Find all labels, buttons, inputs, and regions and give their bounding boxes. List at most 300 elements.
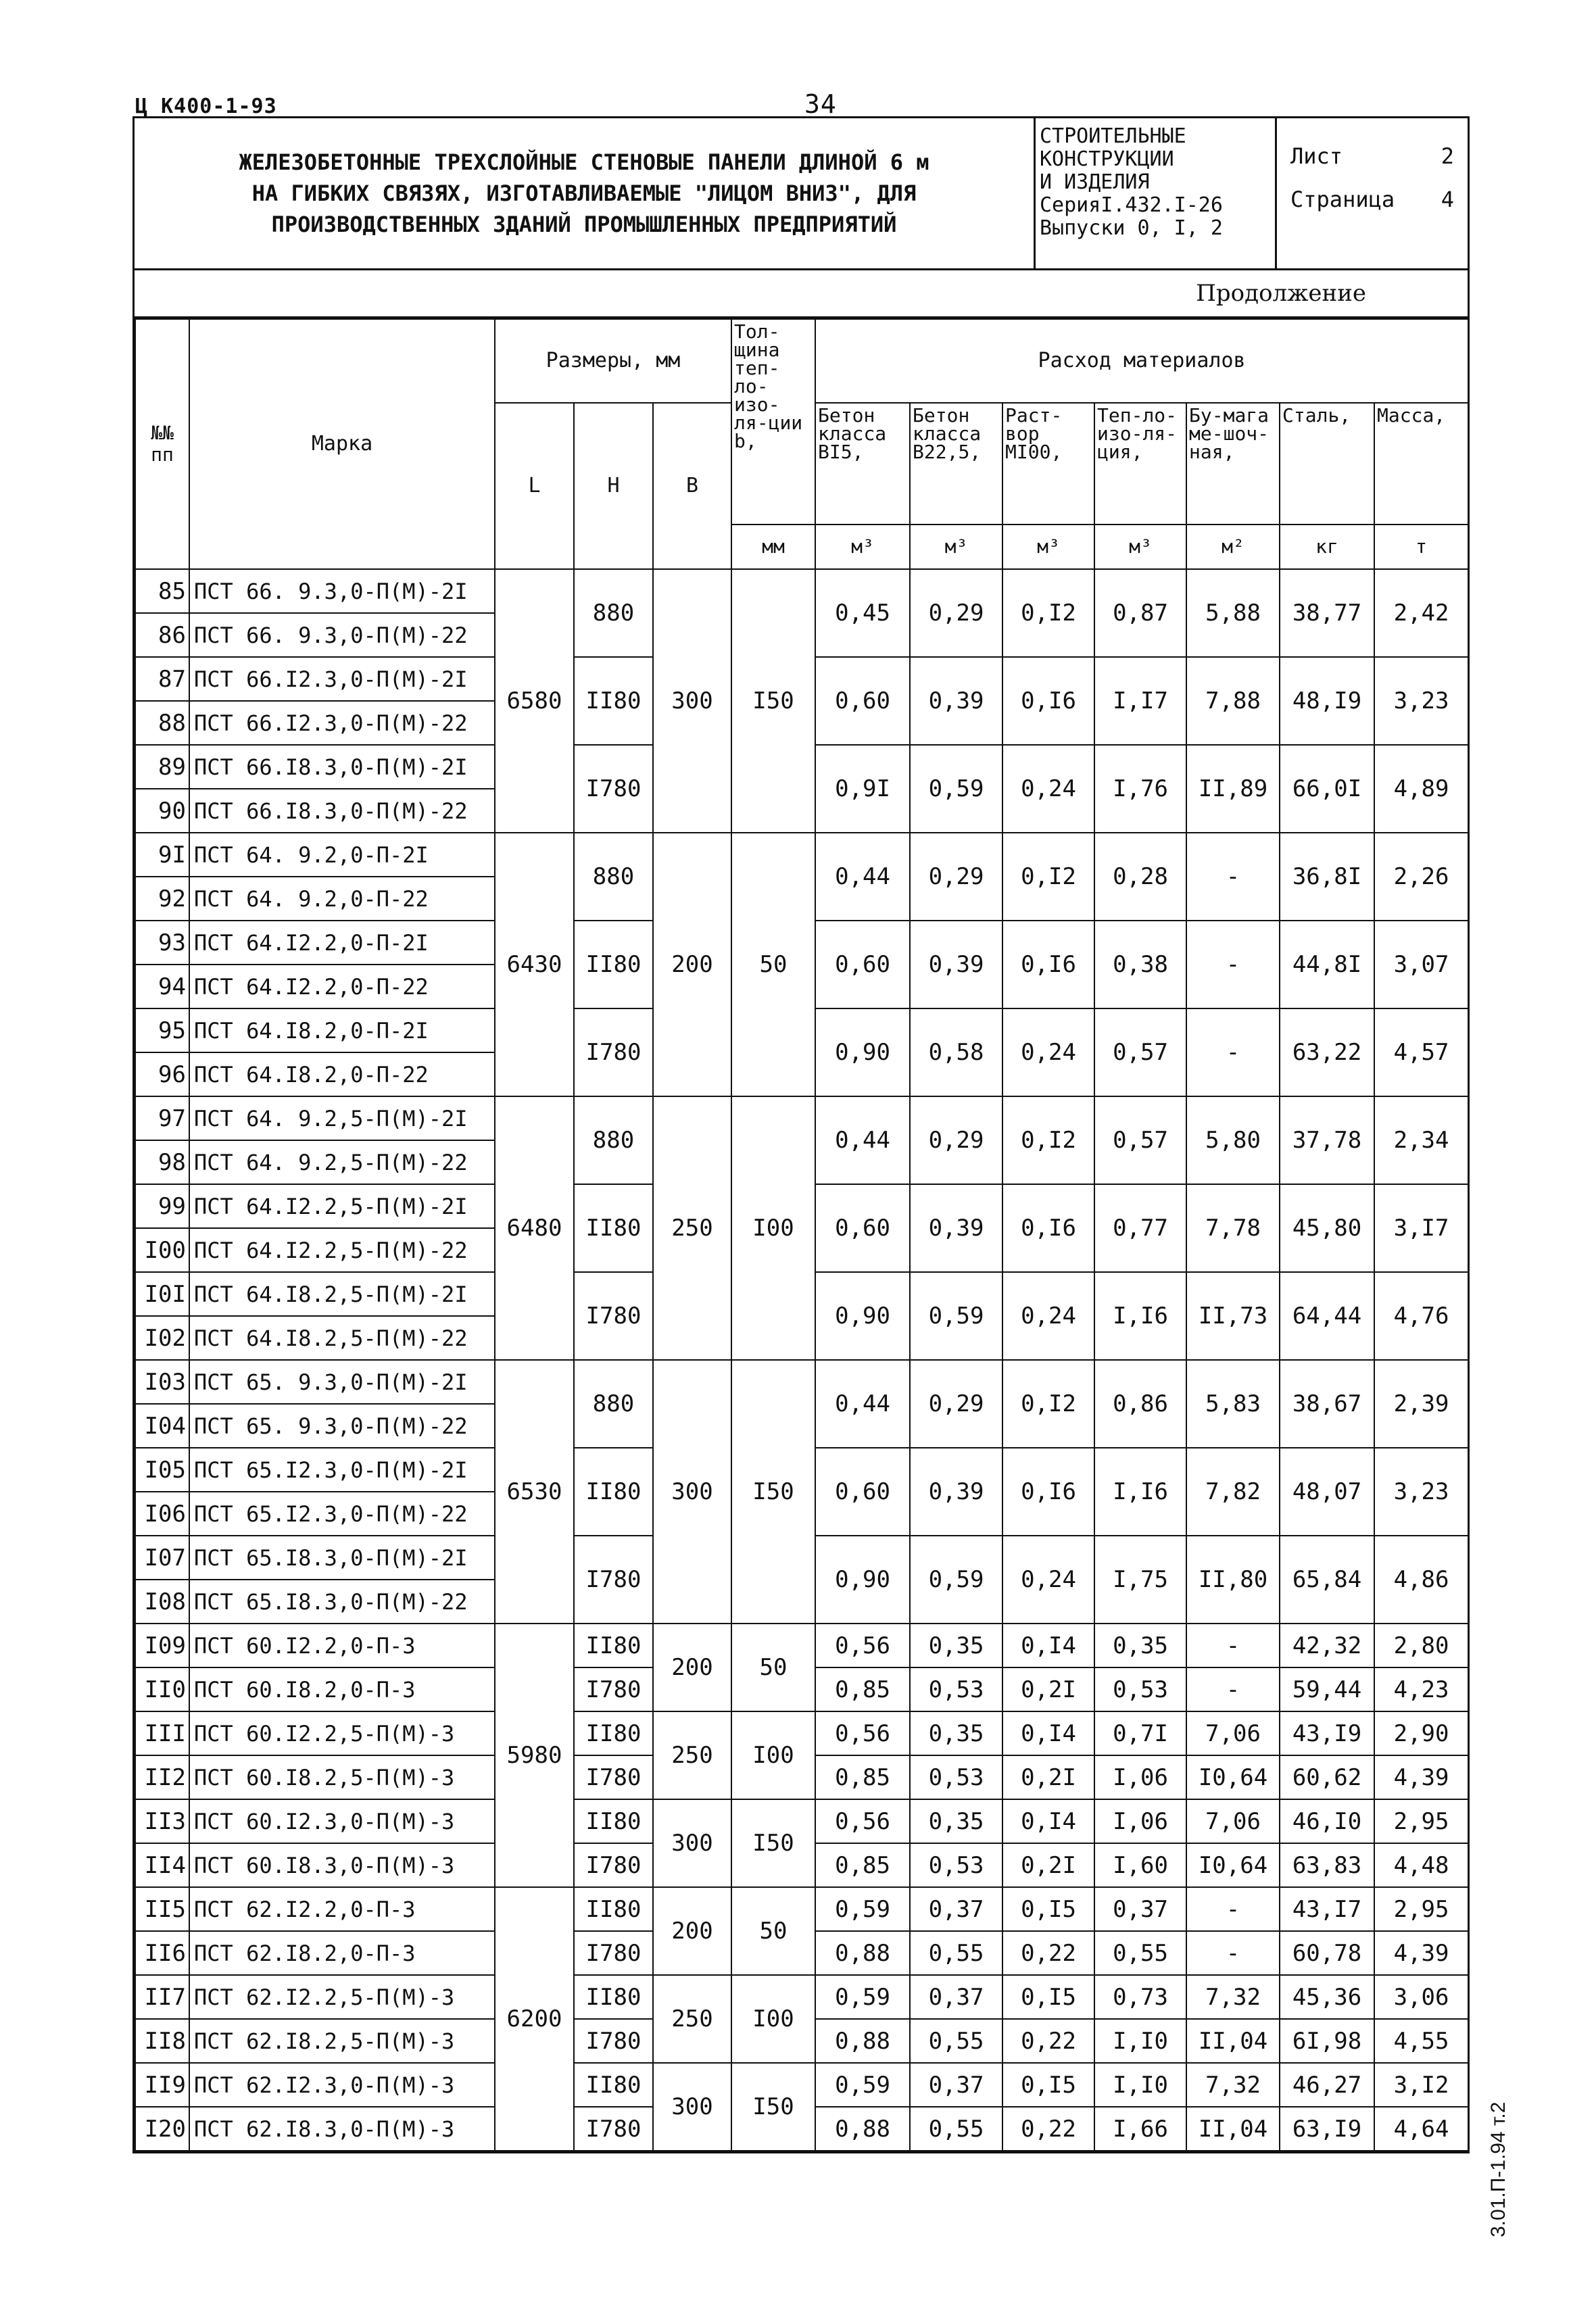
table-row [135, 2063, 1468, 2107]
cell-insulation-thickness: 50 [731, 1887, 815, 1975]
cell-length-L: 5980 [495, 1624, 574, 1887]
cell-paper: 5,83 [1186, 1360, 1280, 1448]
col-steel-header: Сталь, [1280, 403, 1374, 525]
cell-concrete-b225: 0,35 [910, 1624, 1002, 1667]
cell-mortar: 0,22 [1002, 1931, 1094, 1975]
series-block [1034, 118, 1277, 268]
title-line: НА ГИБКИХ СВЯЗЯХ, ИЗГОТАВЛИВАЕМЫЕ "ЛИЦОМ ВНИЗ", ДЛЯ [251, 180, 917, 206]
cell-thermal-insulation: 0,57 [1094, 1008, 1186, 1096]
unit-m2: м² [1186, 525, 1280, 569]
cell-length-L: 6430 [495, 833, 574, 1096]
cell-mass: 2,95 [1374, 1799, 1468, 1843]
cell-mass: 4,23 [1374, 1667, 1468, 1711]
row-mark: ПСТ 60.I8.2,0-П-3 [189, 1667, 495, 1711]
cell-width-B: 300 [653, 569, 731, 833]
row-mark: ПСТ 66. 9.3,0-П(М)-2I [189, 569, 495, 613]
cell-mass: 3,06 [1374, 1975, 1468, 2019]
cell-thermal-insulation: 0,87 [1094, 569, 1186, 657]
cell-mortar: 0,I6 [1002, 657, 1094, 745]
cell-thermal-insulation: I,I6 [1094, 1272, 1186, 1360]
cell-height-H: 880 [574, 833, 653, 921]
row-number: I08 [135, 1580, 189, 1624]
row-number: II9 [135, 2063, 189, 2107]
cell-paper: - [1186, 1931, 1280, 1975]
materials-table [135, 318, 1469, 2151]
cell-height-H: II80 [574, 1448, 653, 1536]
cell-mortar: 0,24 [1002, 1536, 1094, 1624]
cell-paper: 7,06 [1186, 1711, 1280, 1755]
cell-insulation-thickness: I50 [731, 2063, 815, 2151]
col-insulation-thickness-header: Тол-щина теп-ло-изо-ля-ции b, [731, 319, 815, 525]
col-B-header: B [653, 403, 731, 569]
row-mark: ПСТ 60.I8.3,0-П(М)-3 [189, 1843, 495, 1887]
row-number: 9I [135, 833, 189, 877]
cell-concrete-b15: 0,60 [815, 921, 910, 1008]
cell-concrete-b225: 0,55 [910, 2019, 1002, 2063]
col-materials-header: Расход материалов [815, 319, 1468, 403]
cell-concrete-b225: 0,29 [910, 569, 1002, 657]
cell-length-L: 6480 [495, 1096, 574, 1360]
cell-steel: 63,22 [1280, 1008, 1374, 1096]
row-mark: ПСТ 66.I8.3,0-П(М)-2I [189, 745, 495, 789]
cell-concrete-b225: 0,39 [910, 1184, 1002, 1272]
cell-thermal-insulation: 0,37 [1094, 1887, 1186, 1931]
cell-concrete-b15: 0,60 [815, 657, 910, 745]
cell-thermal-insulation: I,60 [1094, 1843, 1186, 1887]
row-mark: ПСТ 64.I2.2,5-П(М)-22 [189, 1228, 495, 1272]
cell-concrete-b15: 0,60 [815, 1184, 910, 1272]
table-row [135, 569, 1468, 613]
cell-height-H: I780 [574, 2107, 653, 2151]
cell-paper: 7,78 [1186, 1184, 1280, 1272]
cell-steel: 45,80 [1280, 1184, 1374, 1272]
table-row [135, 833, 1468, 877]
cell-steel: 60,78 [1280, 1931, 1374, 1975]
cell-paper: 7,88 [1186, 657, 1280, 745]
cell-width-B: 250 [653, 1096, 731, 1360]
cell-concrete-b15: 0,56 [815, 1711, 910, 1755]
cell-width-B: 200 [653, 833, 731, 1096]
cell-height-H: I780 [574, 1931, 653, 1975]
row-mark: ПСТ 62.I2.2,0-П-3 [189, 1887, 495, 1931]
cell-width-B: 200 [653, 1887, 731, 1975]
sheet-label: Лист [1290, 143, 1343, 169]
row-number: I06 [135, 1492, 189, 1536]
cell-mortar: 0,I2 [1002, 1096, 1094, 1184]
cell-mortar: 0,22 [1002, 2019, 1094, 2063]
row-mark: ПСТ 64. 9.2,0-П-2I [189, 833, 495, 877]
title-line: ПРОИЗВОДСТВЕННЫХ ЗДАНИЙ ПРОМЫШЛЕННЫХ ПРЕДПРИЯТИЙ [271, 212, 897, 237]
series-line: Выпуски 0, I, 2 [1040, 216, 1223, 240]
cell-concrete-b15: 0,88 [815, 2019, 910, 2063]
row-number: II3 [135, 1799, 189, 1843]
cell-steel: 44,8I [1280, 921, 1374, 1008]
cell-paper: - [1186, 921, 1280, 1008]
cell-mortar: 0,I2 [1002, 833, 1094, 921]
cell-thermal-insulation: 0,28 [1094, 833, 1186, 921]
row-mark: ПСТ 65.I8.3,0-П(М)-2I [189, 1536, 495, 1580]
row-number: 94 [135, 965, 189, 1008]
row-mark: ПСТ 66.I2.3,0-П(М)-2I [189, 657, 495, 701]
cell-steel: 46,I0 [1280, 1799, 1374, 1843]
row-mark: ПСТ 62.I8.2,0-П-3 [189, 1931, 495, 1975]
cell-width-B: 200 [653, 1624, 731, 1711]
unit-t: т [1374, 525, 1468, 569]
cell-insulation-thickness: 50 [731, 1624, 815, 1711]
unit-m3: м³ [1002, 525, 1094, 569]
document-frame [132, 116, 1470, 2153]
cell-steel: 48,I9 [1280, 657, 1374, 745]
row-number: II0 [135, 1667, 189, 1711]
cell-thermal-insulation: 0,38 [1094, 921, 1186, 1008]
cell-width-B: 250 [653, 1975, 731, 2063]
unit-m3: м³ [910, 525, 1002, 569]
cell-steel: 60,62 [1280, 1755, 1374, 1799]
cell-length-L: 6530 [495, 1360, 574, 1624]
cell-mortar: 0,I6 [1002, 1448, 1094, 1536]
cell-height-H: 880 [574, 1360, 653, 1448]
row-number: II8 [135, 2019, 189, 2063]
cell-concrete-b15: 0,90 [815, 1536, 910, 1624]
cell-height-H: 880 [574, 569, 653, 657]
cell-height-H: I780 [574, 1667, 653, 1711]
cell-height-H: II80 [574, 657, 653, 745]
cell-concrete-b15: 0,44 [815, 1360, 910, 1448]
cell-height-H: I780 [574, 1272, 653, 1360]
row-mark: ПСТ 64.I8.2,5-П(М)-22 [189, 1316, 495, 1360]
cell-concrete-b225: 0,53 [910, 1755, 1002, 1799]
cell-mortar: 0,I4 [1002, 1711, 1094, 1755]
cell-paper: - [1186, 1667, 1280, 1711]
row-number: 90 [135, 789, 189, 833]
cell-concrete-b15: 0,44 [815, 1096, 910, 1184]
cell-height-H: I780 [574, 1536, 653, 1624]
cell-concrete-b225: 0,39 [910, 1448, 1002, 1536]
cell-concrete-b225: 0,35 [910, 1711, 1002, 1755]
cell-concrete-b225: 0,53 [910, 1667, 1002, 1711]
cell-mass: 4,55 [1374, 2019, 1468, 2063]
cell-mortar: 0,I5 [1002, 2063, 1094, 2107]
cell-concrete-b15: 0,88 [815, 1931, 910, 1975]
cell-concrete-b15: 0,88 [815, 2107, 910, 2151]
cell-mass: 2,95 [1374, 1887, 1468, 1931]
cell-thermal-insulation: 0,55 [1094, 1931, 1186, 1975]
cell-steel: 46,27 [1280, 2063, 1374, 2107]
cell-thermal-insulation: I,76 [1094, 745, 1186, 833]
cell-paper: 7,06 [1186, 1799, 1280, 1843]
row-number: I04 [135, 1404, 189, 1448]
cell-paper: - [1186, 1624, 1280, 1667]
col-mass-header: Масса, [1374, 403, 1468, 525]
cell-height-H: II80 [574, 1184, 653, 1272]
cell-paper: 7,32 [1186, 1975, 1280, 2019]
cell-thermal-insulation: 0,86 [1094, 1360, 1186, 1448]
cell-height-H: II80 [574, 2063, 653, 2107]
cell-concrete-b225: 0,35 [910, 1799, 1002, 1843]
page-number: 34 [804, 89, 837, 119]
row-number: I0I [135, 1272, 189, 1316]
title-block [135, 118, 1468, 270]
cell-mass: 2,39 [1374, 1360, 1468, 1448]
row-number: I20 [135, 2107, 189, 2151]
cell-thermal-insulation: I,I7 [1094, 657, 1186, 745]
series-line: И ИЗДЕЛИЯ [1040, 170, 1150, 194]
cell-insulation-thickness: I50 [731, 1360, 815, 1624]
row-number: 98 [135, 1140, 189, 1184]
document-code: Ц К400-1-93 [135, 95, 277, 118]
cell-concrete-b15: 0,59 [815, 1887, 910, 1931]
cell-mass: 2,34 [1374, 1096, 1468, 1184]
table-row [135, 1624, 1468, 1667]
cell-paper: II,04 [1186, 2107, 1280, 2151]
cell-steel: 45,36 [1280, 1975, 1374, 2019]
row-mark: ПСТ 66. 9.3,0-П(М)-22 [189, 613, 495, 657]
cell-thermal-insulation: I,06 [1094, 1799, 1186, 1843]
cell-thermal-insulation: I,I0 [1094, 2019, 1186, 2063]
cell-insulation-thickness: I50 [731, 1799, 815, 1887]
cell-mortar: 0,24 [1002, 1272, 1094, 1360]
row-mark: ПСТ 64.I8.2,0-П-2I [189, 1008, 495, 1052]
cell-mass: 3,I7 [1374, 1184, 1468, 1272]
row-mark: ПСТ 62.I8.2,5-П(М)-3 [189, 2019, 495, 2063]
cell-paper: II,89 [1186, 745, 1280, 833]
cell-thermal-insulation: 0,7I [1094, 1711, 1186, 1755]
cell-concrete-b225: 0,29 [910, 1096, 1002, 1184]
cell-paper: II,04 [1186, 2019, 1280, 2063]
cell-concrete-b225: 0,39 [910, 657, 1002, 745]
cell-mortar: 0,24 [1002, 1008, 1094, 1096]
cell-mortar: 0,2I [1002, 1755, 1094, 1799]
cell-paper: II,80 [1186, 1536, 1280, 1624]
cell-paper: - [1186, 1008, 1280, 1096]
row-number: 92 [135, 877, 189, 921]
cell-length-L: 6580 [495, 569, 574, 833]
cell-concrete-b15: 0,85 [815, 1843, 910, 1887]
cell-concrete-b225: 0,55 [910, 2107, 1002, 2151]
cell-steel: 38,77 [1280, 569, 1374, 657]
cell-paper: - [1186, 1887, 1280, 1931]
cell-thermal-insulation: 0,35 [1094, 1624, 1186, 1667]
cell-thermal-insulation: 0,77 [1094, 1184, 1186, 1272]
table-row [135, 1887, 1468, 1931]
cell-steel: 6I,98 [1280, 2019, 1374, 2063]
cell-mass: 4,89 [1374, 745, 1468, 833]
cell-height-H: I780 [574, 2019, 653, 2063]
row-mark: ПСТ 64. 9.2,0-П-22 [189, 877, 495, 921]
col-paper-header: Бу-мага ме-шоч-ная, [1186, 403, 1280, 525]
row-number: II7 [135, 1975, 189, 2019]
cell-concrete-b225: 0,37 [910, 1887, 1002, 1931]
cell-concrete-b15: 0,45 [815, 569, 910, 657]
table-row [135, 1096, 1468, 1140]
row-mark: ПСТ 65. 9.3,0-П(М)-22 [189, 1404, 495, 1448]
cell-mass: 4,48 [1374, 1843, 1468, 1887]
cell-thermal-insulation: 0,53 [1094, 1667, 1186, 1711]
row-mark: ПСТ 64.I2.2,0-П-22 [189, 965, 495, 1008]
cell-concrete-b15: 0,59 [815, 2063, 910, 2107]
cell-mass: 4,57 [1374, 1008, 1468, 1096]
cell-mass: 3,07 [1374, 921, 1468, 1008]
cell-mortar: 0,2I [1002, 1667, 1094, 1711]
cell-paper: I0,64 [1186, 1755, 1280, 1799]
cell-concrete-b15: 0,85 [815, 1755, 910, 1799]
row-number: 87 [135, 657, 189, 701]
cell-insulation-thickness: I50 [731, 569, 815, 833]
cell-concrete-b15: 0,90 [815, 1008, 910, 1096]
continuation-label: Продолжение [135, 270, 1468, 318]
title-line: ЖЕЛЕЗОБЕТОННЫЕ ТРЕХСЛОЙНЫЕ СТЕНОВЫЕ ПАНЕЛИ ДЛИНОЙ 6 м [239, 149, 929, 175]
row-mark: ПСТ 65.I8.3,0-П(М)-22 [189, 1580, 495, 1624]
series-line: СТРОИТЕЛЬНЫЕ [1040, 124, 1186, 148]
cell-mortar: 0,2I [1002, 1843, 1094, 1887]
cell-steel: 38,67 [1280, 1360, 1374, 1448]
row-number: II5 [135, 1887, 189, 1931]
cell-mass: 3,I2 [1374, 2063, 1468, 2107]
row-number: II6 [135, 1931, 189, 1975]
page-label: Страница [1290, 187, 1395, 212]
row-number: 88 [135, 701, 189, 745]
cell-paper: 5,88 [1186, 569, 1280, 657]
cell-concrete-b15: 0,60 [815, 1448, 910, 1536]
cell-height-H: II80 [574, 921, 653, 1008]
cell-insulation-thickness: 50 [731, 833, 815, 1096]
cell-width-B: 300 [653, 2063, 731, 2151]
cell-thermal-insulation: I,06 [1094, 1755, 1186, 1799]
cell-insulation-thickness: I00 [731, 1711, 815, 1799]
row-mark: ПСТ 60.I8.2,5-П(М)-3 [189, 1755, 495, 1799]
row-number: 86 [135, 613, 189, 657]
cell-steel: 37,78 [1280, 1096, 1374, 1184]
cell-steel: 66,0I [1280, 745, 1374, 833]
cell-mass: 2,42 [1374, 569, 1468, 657]
row-mark: ПСТ 60.I2.2,5-П(М)-3 [189, 1711, 495, 1755]
cell-mass: 2,90 [1374, 1711, 1468, 1755]
cell-thermal-insulation: I,66 [1094, 2107, 1186, 2151]
row-number: I09 [135, 1624, 189, 1667]
row-mark: ПСТ 64. 9.2,5-П(М)-22 [189, 1140, 495, 1184]
cell-steel: 48,07 [1280, 1448, 1374, 1536]
table-row [135, 1360, 1468, 1404]
cell-paper: 7,82 [1186, 1448, 1280, 1536]
cell-length-L: 6200 [495, 1887, 574, 2151]
col-mark-header: Марка [189, 319, 495, 569]
cell-concrete-b225: 0,59 [910, 1536, 1002, 1624]
cell-insulation-thickness: I00 [731, 1975, 815, 2063]
cell-thermal-insulation: 0,57 [1094, 1096, 1186, 1184]
row-mark: ПСТ 64. 9.2,5-П(М)-2I [189, 1096, 495, 1140]
row-number: I03 [135, 1360, 189, 1404]
row-number: 95 [135, 1008, 189, 1052]
cell-steel: 43,I9 [1280, 1711, 1374, 1755]
series-line: СерияI.432.I-26 [1040, 193, 1223, 217]
cell-paper: 7,32 [1186, 2063, 1280, 2107]
cell-concrete-b15: 0,56 [815, 1799, 910, 1843]
row-number: II4 [135, 1843, 189, 1887]
row-number: I05 [135, 1448, 189, 1492]
cell-concrete-b225: 0,37 [910, 2063, 1002, 2107]
table-row [135, 1975, 1468, 2019]
cell-concrete-b225: 0,53 [910, 1843, 1002, 1887]
row-mark: ПСТ 65.I2.3,0-П(М)-22 [189, 1492, 495, 1536]
row-mark: ПСТ 65. 9.3,0-П(М)-2I [189, 1360, 495, 1404]
cell-concrete-b225: 0,29 [910, 1360, 1002, 1448]
row-mark: ПСТ 65.I2.3,0-П(М)-2I [189, 1448, 495, 1492]
cell-mass: 4,64 [1374, 2107, 1468, 2151]
cell-steel: 64,44 [1280, 1272, 1374, 1360]
cell-concrete-b225: 0,39 [910, 921, 1002, 1008]
row-mark: ПСТ 66.I2.3,0-П(М)-22 [189, 701, 495, 745]
row-number: I00 [135, 1228, 189, 1272]
cell-steel: 59,44 [1280, 1667, 1374, 1711]
cell-height-H: 880 [574, 1096, 653, 1184]
unit-mm: мм [731, 525, 815, 569]
cell-width-B: 250 [653, 1711, 731, 1799]
cell-concrete-b15: 0,59 [815, 1975, 910, 2019]
cell-mass: 3,23 [1374, 657, 1468, 745]
cell-steel: 42,32 [1280, 1624, 1374, 1667]
cell-width-B: 300 [653, 1799, 731, 1887]
cell-paper: 5,80 [1186, 1096, 1280, 1184]
cell-paper: I0,64 [1186, 1843, 1280, 1887]
cell-mass: 2,26 [1374, 833, 1468, 921]
cell-mortar: 0,I2 [1002, 569, 1094, 657]
cell-mass: 4,86 [1374, 1536, 1468, 1624]
row-mark: ПСТ 64.I2.2,0-П-2I [189, 921, 495, 965]
row-mark: ПСТ 62.I2.2,5-П(М)-3 [189, 1975, 495, 2019]
table-row [135, 1711, 1468, 1755]
cell-thermal-insulation: 0,73 [1094, 1975, 1186, 2019]
cell-thermal-insulation: I,I6 [1094, 1448, 1186, 1536]
row-number: 99 [135, 1184, 189, 1228]
cell-height-H: II80 [574, 1624, 653, 1667]
cell-steel: 43,I7 [1280, 1887, 1374, 1931]
row-mark: ПСТ 62.I8.3,0-П(М)-3 [189, 2107, 495, 2151]
cell-width-B: 300 [653, 1360, 731, 1624]
unit-m3: м³ [1094, 525, 1186, 569]
cell-mortar: 0,I4 [1002, 1799, 1094, 1843]
cell-concrete-b15: 0,85 [815, 1667, 910, 1711]
cell-paper: - [1186, 833, 1280, 921]
col-sizes-header: Размеры, мм [495, 319, 731, 403]
cell-mass: 2,80 [1374, 1624, 1468, 1667]
cell-concrete-b15: 0,44 [815, 833, 910, 921]
table-body [135, 569, 1468, 2151]
cell-height-H: I780 [574, 1843, 653, 1887]
cell-height-H: II80 [574, 1711, 653, 1755]
cell-mass: 3,23 [1374, 1448, 1468, 1536]
cell-steel: 63,83 [1280, 1843, 1374, 1887]
col-thermal-insulation-header: Теп-ло-изо-ля-ция, [1094, 403, 1186, 525]
cell-mortar: 0,I6 [1002, 921, 1094, 1008]
cell-height-H: II80 [574, 1887, 653, 1931]
unit-m3: м³ [815, 525, 910, 569]
cell-steel: 65,84 [1280, 1536, 1374, 1624]
cell-mortar: 0,I2 [1002, 1360, 1094, 1448]
row-number: III [135, 1711, 189, 1755]
table-row [135, 1799, 1468, 1843]
cell-concrete-b225: 0,55 [910, 1931, 1002, 1975]
col-H-header: H [574, 403, 653, 569]
cell-concrete-b225: 0,58 [910, 1008, 1002, 1096]
row-number: 93 [135, 921, 189, 965]
cell-concrete-b15: 0,90 [815, 1272, 910, 1360]
cell-mass: 4,39 [1374, 1931, 1468, 1975]
row-mark: ПСТ 64.I8.2,0-П-22 [189, 1052, 495, 1096]
cell-thermal-insulation: I,I0 [1094, 2063, 1186, 2107]
row-mark: ПСТ 64.I8.2,5-П(М)-2I [189, 1272, 495, 1316]
cell-mortar: 0,I4 [1002, 1624, 1094, 1667]
unit-kg: кг [1280, 525, 1374, 569]
